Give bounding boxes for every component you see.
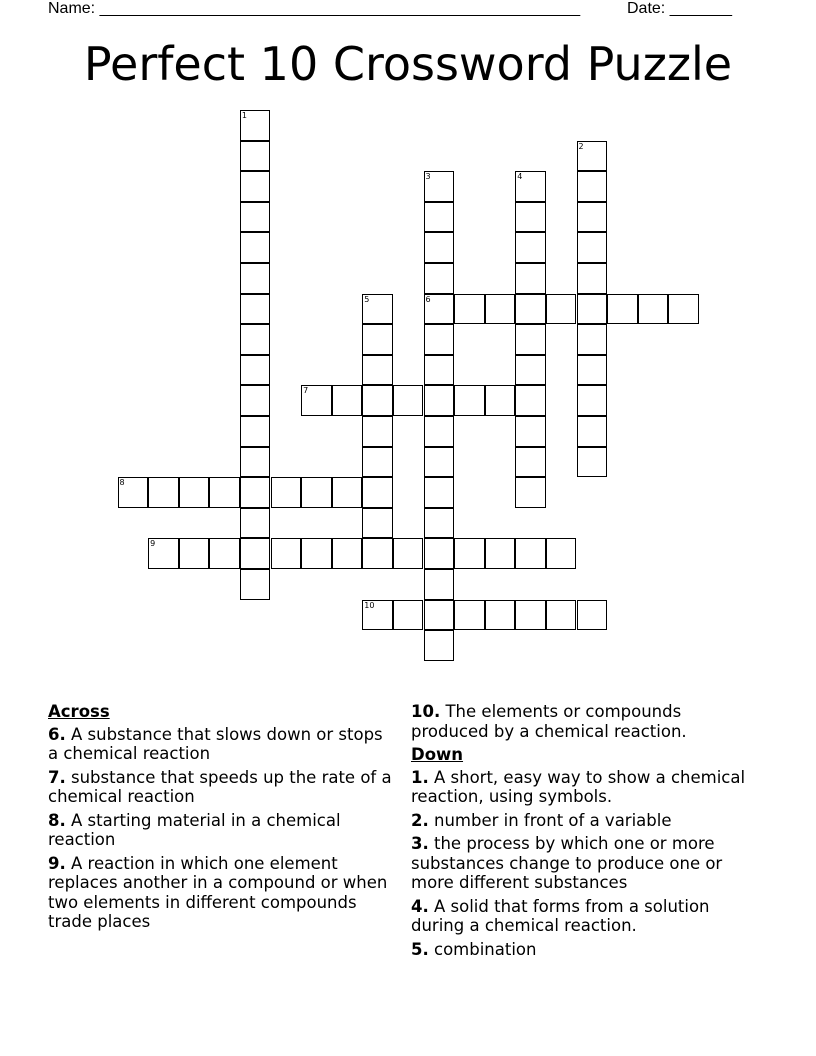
clue-number: 5.: [411, 939, 429, 959]
clue-number-label: 9: [150, 539, 156, 549]
grid-cell[interactable]: [271, 538, 302, 569]
grid-cell[interactable]: [454, 294, 485, 325]
grid-cell[interactable]: [332, 538, 363, 569]
grid-cell[interactable]: [362, 538, 393, 569]
down-heading: Down: [411, 745, 464, 764]
clue-number-label: 6: [425, 294, 431, 304]
down-clue: [411, 811, 756, 831]
grid-cell[interactable]: [485, 385, 516, 416]
across-clue: [48, 768, 393, 807]
clue-text: A solid that forms from a solution during a chemical reaction.: [411, 896, 710, 935]
grid-cell[interactable]: [577, 416, 608, 447]
page-title: Perfect 10 Crossword Puzzle: [83, 37, 733, 91]
grid-cell[interactable]: [424, 447, 455, 478]
grid-cell[interactable]: [240, 232, 271, 263]
grid-cell[interactable]: [240, 202, 271, 233]
grid-cell[interactable]: [424, 232, 455, 263]
grid-cell[interactable]: [485, 538, 516, 569]
grid-cell[interactable]: [240, 355, 271, 386]
grid-cell[interactable]: [607, 294, 638, 325]
grid-cell[interactable]: [424, 355, 455, 386]
across-heading: Across: [48, 702, 110, 721]
grid-cell[interactable]: [668, 294, 699, 325]
grid-cell[interactable]: [301, 477, 332, 508]
grid-cell[interactable]: [515, 477, 546, 508]
grid-cell[interactable]: [515, 324, 546, 355]
clue-number: 1.: [411, 767, 429, 787]
across-clue: [48, 854, 393, 932]
grid-cell[interactable]: [485, 600, 516, 631]
down-clue: [411, 940, 756, 960]
grid-cell[interactable]: [424, 508, 455, 539]
grid-cell[interactable]: [240, 263, 271, 294]
grid-cell[interactable]: [424, 416, 455, 447]
grid-cell[interactable]: [240, 569, 271, 600]
grid-cell[interactable]: [424, 538, 455, 569]
grid-cell[interactable]: [240, 508, 271, 539]
grid-cell[interactable]: [362, 477, 393, 508]
clue-number: 4.: [411, 896, 429, 916]
grid-cell[interactable]: [577, 385, 608, 416]
grid-cell[interactable]: [424, 630, 455, 661]
clue-number-label: 4: [517, 172, 523, 182]
grid-cell[interactable]: [577, 202, 608, 233]
grid-cell[interactable]: [515, 232, 546, 263]
grid-cell[interactable]: [515, 416, 546, 447]
grid-cell[interactable]: [454, 385, 485, 416]
date-line: Date: _______: [627, 0, 732, 17]
grid-cell[interactable]: [546, 294, 577, 325]
grid-cell[interactable]: [240, 477, 271, 508]
grid-cell[interactable]: [515, 447, 546, 478]
clue-number-label: 1: [241, 111, 247, 120]
grid-cell[interactable]: [424, 569, 455, 600]
grid-cell[interactable]: [515, 294, 546, 325]
grid-cell[interactable]: [638, 294, 669, 325]
grid-cell[interactable]: [240, 385, 271, 416]
grid-cell[interactable]: [362, 385, 393, 416]
grid-cell[interactable]: [393, 538, 424, 569]
clue-text: A substance that slows down or stops a chemical reaction: [48, 724, 383, 763]
grid-cell[interactable]: [454, 538, 485, 569]
clue-number-label: 7: [303, 386, 309, 396]
grid-cell[interactable]: [240, 447, 271, 478]
grid-cell[interactable]: [209, 477, 240, 508]
grid-cell[interactable]: [515, 385, 546, 416]
grid-cell[interactable]: [332, 385, 363, 416]
grid-cell[interactable]: [209, 538, 240, 569]
clue-text: The elements or compounds produced by a chemical reaction.: [411, 702, 687, 741]
grid-cell[interactable]: [424, 202, 455, 233]
grid-cell[interactable]: [362, 324, 393, 355]
clue-number-label: 3: [425, 172, 431, 182]
grid-cell[interactable]: [424, 324, 455, 355]
grid-cell[interactable]: [362, 447, 393, 478]
clues-column-right: [411, 702, 756, 963]
grid-cell[interactable]: [393, 385, 424, 416]
clue-number: 10.: [411, 702, 441, 721]
clue-text: A short, easy way to show a chemical reaction, using symbols.: [411, 767, 746, 806]
clue-number: 2.: [411, 810, 429, 830]
grid-cell[interactable]: [424, 477, 455, 508]
grid-cell[interactable]: [240, 171, 271, 202]
grid-cell[interactable]: [577, 600, 608, 631]
across-clue: [48, 811, 393, 850]
grid-cell[interactable]: [332, 477, 363, 508]
clues-column-left: [48, 702, 393, 936]
across-clue: [411, 702, 756, 741]
down-clue: [411, 897, 756, 936]
grid-cell[interactable]: [577, 171, 608, 202]
grid-cell[interactable]: [148, 477, 179, 508]
grid-cell[interactable]: [424, 263, 455, 294]
grid-cell[interactable]: [515, 355, 546, 386]
grid-cell[interactable]: [515, 538, 546, 569]
grid-cell[interactable]: [577, 294, 608, 325]
grid-cell[interactable]: [240, 324, 271, 355]
clue-number-label: 5: [364, 294, 370, 304]
grid-cell[interactable]: [240, 141, 271, 172]
grid-cell[interactable]: [546, 538, 577, 569]
clue-number-label: 10: [364, 600, 375, 610]
grid-cell[interactable]: [424, 385, 455, 416]
clue-number: 7.: [48, 767, 66, 787]
grid-cell[interactable]: [577, 447, 608, 478]
clue-text: A starting material in a chemical reaction: [48, 810, 341, 849]
down-clue: [411, 768, 756, 807]
clue-text: the process by which one or more substances change to produce one or more different substances: [411, 834, 723, 892]
grid-cell[interactable]: [362, 416, 393, 447]
name-line: Name: ______________________________________________________: [48, 0, 581, 17]
grid-cell[interactable]: [577, 263, 608, 294]
clue-number: 8.: [48, 810, 66, 830]
grid-cell[interactable]: [424, 600, 455, 631]
across-clue: [48, 725, 393, 764]
grid-cell[interactable]: [240, 416, 271, 447]
grid-cell[interactable]: [393, 600, 424, 631]
grid-cell[interactable]: [179, 477, 210, 508]
clue-text: A reaction in which one element replaces another in a compound or when two elements in different compounds trade places: [48, 853, 388, 931]
grid-cell[interactable]: [485, 294, 516, 325]
grid-cell[interactable]: [240, 294, 271, 325]
clue-number: 9.: [48, 853, 66, 873]
grid-cell[interactable]: [577, 355, 608, 386]
grid-cell[interactable]: [515, 202, 546, 233]
grid-cell[interactable]: [301, 538, 332, 569]
grid-cell[interactable]: [546, 600, 577, 631]
grid-cell[interactable]: [271, 477, 302, 508]
grid-cell[interactable]: [515, 600, 546, 631]
clue-text: substance that speeds up the rate of a chemical reaction: [48, 767, 392, 806]
clue-text: combination: [428, 939, 537, 959]
grid-cell[interactable]: [577, 232, 608, 263]
grid-cell[interactable]: [454, 600, 485, 631]
grid-cell[interactable]: [515, 263, 546, 294]
clue-number: 3.: [411, 834, 429, 853]
clue-number: 6.: [48, 724, 66, 744]
grid-cell[interactable]: [240, 538, 271, 569]
down-clue: [411, 834, 756, 893]
grid-cell[interactable]: [362, 508, 393, 539]
clue-text: number in front of a variable: [428, 810, 672, 830]
clue-number-label: 8: [119, 478, 125, 488]
clue-number-label: 2: [578, 141, 584, 151]
grid-cell[interactable]: [179, 538, 210, 569]
grid-cell[interactable]: [362, 355, 393, 386]
grid-cell[interactable]: [577, 324, 608, 355]
